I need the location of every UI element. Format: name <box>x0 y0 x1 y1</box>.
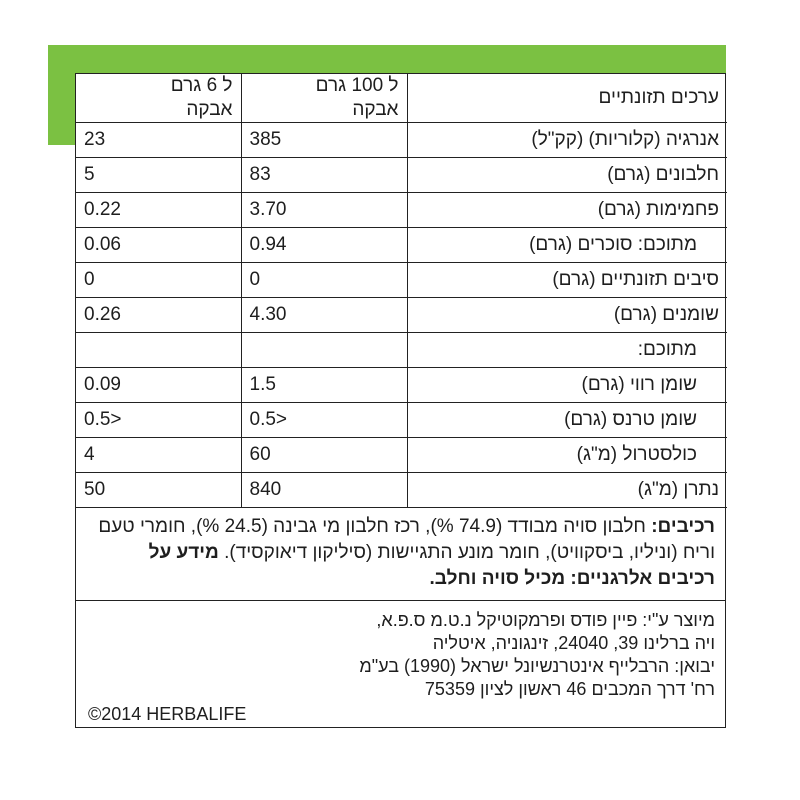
header-nutrient: ערכים תזונתיים <box>407 74 727 123</box>
header-per-100g <box>241 74 407 123</box>
nutrient-name: סיבים תזונתיים (גרם) <box>407 263 727 298</box>
manufacturer-address-line: ויה ברלינו 39, 24040, זינגוניה, איטליה <box>432 633 715 653</box>
value-per-100g <box>241 333 407 368</box>
nutrient-name: שומן רווי (גרם) <box>407 368 727 403</box>
header-per-6g-line1: ל 6 גרם <box>170 75 233 96</box>
table-row <box>76 403 727 438</box>
ingredients-label: רכיבים: <box>651 516 715 537</box>
value-per-100g: 0.94 <box>241 228 407 263</box>
nutrition-label-panel <box>75 73 726 728</box>
nutrition-table <box>76 74 727 508</box>
header-per-100g-line2: אבקה <box>352 99 399 120</box>
value-per-6g: 0.06 <box>76 228 241 263</box>
table-row <box>76 368 727 403</box>
table-row <box>76 263 727 298</box>
nutrient-name: מתוכם: סוכרים (גרם) <box>407 228 727 263</box>
value-per-6g: <0.5 <box>76 403 241 438</box>
value-per-100g: 385 <box>241 123 407 158</box>
value-per-100g: 3.70 <box>241 193 407 228</box>
value-per-6g: 23 <box>76 123 241 158</box>
header-per-100g-line1: ל 100 גרם <box>315 75 399 96</box>
value-per-6g: 50 <box>76 473 241 508</box>
importer-address-line: רח' דרך המכבים 46 ראשון לציון 75359 <box>424 679 715 699</box>
value-per-6g: 0.26 <box>76 298 241 333</box>
manufacturer-section <box>76 601 725 701</box>
table-row <box>76 333 727 368</box>
table-row <box>76 123 727 158</box>
value-per-100g: 1.5 <box>241 368 407 403</box>
value-per-6g <box>76 333 241 368</box>
table-header-row <box>76 74 727 123</box>
value-per-6g: 4 <box>76 438 241 473</box>
header-per-6g <box>76 74 241 123</box>
value-per-100g: 83 <box>241 158 407 193</box>
value-per-100g: 0 <box>241 263 407 298</box>
table-row <box>76 228 727 263</box>
value-per-100g: <0.5 <box>241 403 407 438</box>
ingredients-text: חלבון סויה מבודד (74.9 %), רכז חלבון מי גבינה (24.5 %), חומרי טעם וריח (וניליו, ביסקוויט), חומר מונע התגיישות (סיליקון דיאוקסיד). <box>98 516 715 563</box>
nutrient-name: חלבונים (גרם) <box>407 158 727 193</box>
nutrient-name: שומן טרנס (גרם) <box>407 403 727 438</box>
table-row <box>76 473 727 508</box>
value-per-100g: 60 <box>241 438 407 473</box>
manufacturer-line: מיוצר ע"י: פיין פודס ופרמקוטיקל נ.ט.מ ס.פ.א, <box>376 610 715 630</box>
nutrient-name: אנרגיה (קלוריות) (קק"ל) <box>407 123 727 158</box>
value-per-6g: 0.09 <box>76 368 241 403</box>
table-row <box>76 193 727 228</box>
nutrient-name: מתוכם: <box>407 333 727 368</box>
table-row <box>76 438 727 473</box>
nutrient-name: נתרן (מ"ג) <box>407 473 727 508</box>
nutrient-name: פחמימות (גרם) <box>407 193 727 228</box>
value-per-100g: 4.30 <box>241 298 407 333</box>
table-row <box>76 158 727 193</box>
ingredients-section <box>76 508 725 601</box>
copyright-notice: ©2014 HERBALIFE <box>88 704 247 724</box>
value-per-6g: 5 <box>76 158 241 193</box>
value-per-6g: 0.22 <box>76 193 241 228</box>
allergen-info: מידע על רכיבים אלרגניים: מכיל סויה וחלב. <box>148 542 715 589</box>
header-per-6g-line2: אבקה <box>186 99 233 120</box>
table-row <box>76 298 727 333</box>
value-per-100g: 840 <box>241 473 407 508</box>
nutrient-name: כולסטרול (מ"ג) <box>407 438 727 473</box>
value-per-6g: 0 <box>76 263 241 298</box>
nutrient-name: שומנים (גרם) <box>407 298 727 333</box>
importer-line: יבואן: הרבלייף אינטרנשיונל ישראל (1990) בע"מ <box>359 656 715 676</box>
